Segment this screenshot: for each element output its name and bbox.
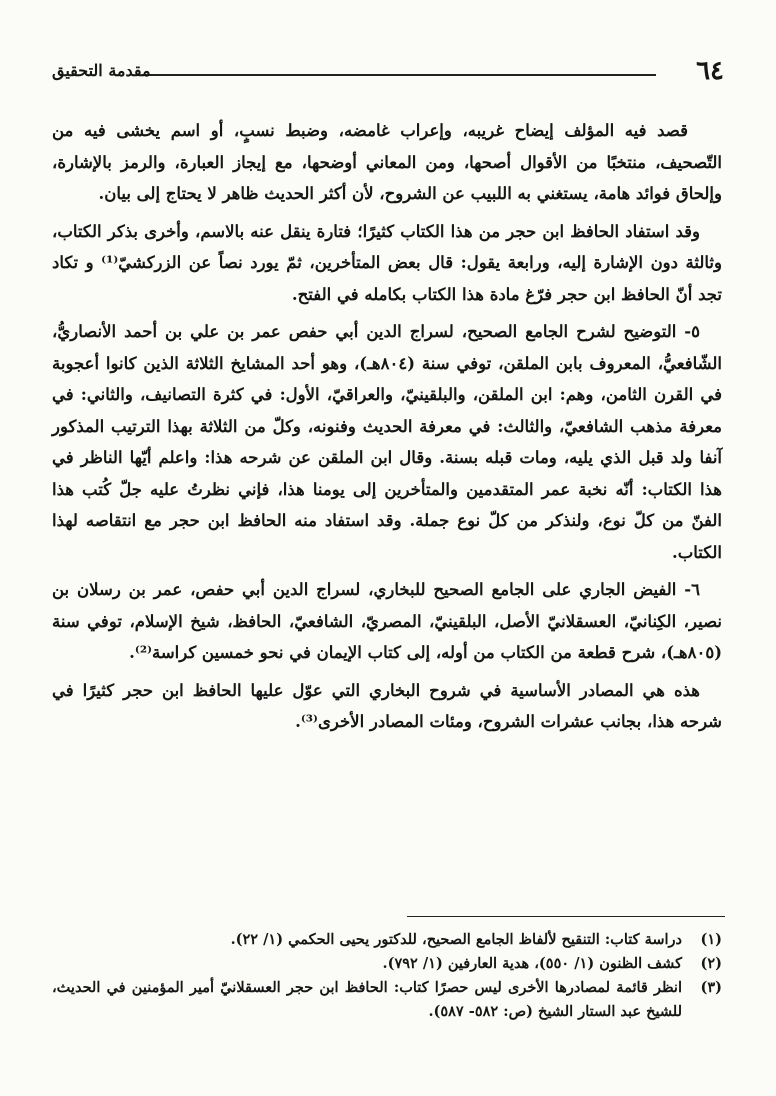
paragraph: هذه هي المصادر الأساسية في شروح البخاري التي عوّل عليها الحافظ ابن حجر كثيرًا في شرحه هذا، بجانب عشرات الشروح، ومئات المصادر الأخرى⁽³⁾. [52, 680, 722, 731]
footnote-number: (٢) [700, 955, 722, 972]
paragraph: ٦- الفيض الجاري على الجامع الصحيح للبخاري، لسراج الدين أبي حفص، عمر بن رسلان بن نصير، الكِنانيّ، العسقلانيّ الأصل، البلقينيّ، المصريّ، الشافعيّ، الحافظ، شيخ الإسلام، توفي سنة (٨٠٥هـ)، شرح قطعة من الكتاب من أوله، إلى كتاب الإيمان في نحو خمسين كراسة⁽²⁾. [52, 580, 722, 662]
footnote-number: (١) [700, 931, 722, 948]
footnote-rule [407, 916, 725, 917]
running-title: مقدمة التحقيق [52, 61, 151, 80]
footnote-text: دراسة كتاب: التنقيح لألفاظ الجامع الصحيح، للدكتور يحيى الحكمي (١/ ٢٢). [230, 931, 682, 948]
page-header [50, 56, 726, 86]
main-text [52, 115, 722, 744]
footnote-text: كشف الظنون (١/ ٥٥٠)، هدية العارفين (١/ ٧٩٢). [382, 955, 682, 972]
paragraph: ٥- التوضيح لشرح الجامع الصحيح، لسراج الدين أبي حفص عمر بن علي بن أحمد الأنصاريُّ، الشّافعيُّ، المعروف بابن الملقن، توفي سنة (٨٠٤هـ)، وهو أحد المشايخ الثلاثة الذين كانوا أعجوبة في القرن الثامن، وهم: ابن الملقن، والبلقينيّ، والعراقيّ، الأول: في كثرة التصانيف، والثاني: في معرفة مذهب الشافعيّ، والثالث: في معرفة الحديث وفنونه، وكلّ من الثلاثة بهذا الترتيب المذكور آنفا ولد قبل الذي يليه، ومات قبله بسنة. وقال ابن الملقن عن شرحه هذا: واعلم أيّها الناظر في هذا الكتاب: أنّه نخبة عمر المتقدمين والمتأخرين إلى يومنا هذا، فإني نظرتُ عليه جلّ كُتب هذا الفنّ من كلّ نوع، ولنذكر من كلّ نوع جملة. وقد استفاد منه الحافظ ابن حجر مع انتقاصه لهذا الكتاب. [52, 322, 722, 562]
footnote-text: انظر قائمة لمصادرها الأخرى ليس حصرًا كتاب: الحافظ ابن حجر العسقلانيّ أمير المؤمنين في الحديث، للشيخ عبد الستار الشيخ (ص: ٥٨٢- ٥٨٧). [52, 979, 682, 1020]
footnote [52, 928, 722, 952]
footnote [52, 952, 722, 976]
paragraph: قصد فيه المؤلف إيضاح غريبه، وإعراب غامضه، وضبط نسبٍ، أو اسم يخشى فيه من التّصحيف، منتخبًا من الأقوال أصحها، ومن المعاني أوضحها، مع إيجاز العبارة، والرمز بالإشارة، وإلحاق فوائد هامة، يستغني به اللبيب عن الشروح، لأن أكثر الحديث ظاهر لا يحتاج إلى بيان. [52, 121, 722, 203]
footnotes [52, 928, 722, 1024]
header-rule [142, 74, 656, 76]
page-number: ٦٤ [696, 56, 724, 86]
footnote [52, 976, 722, 1024]
paragraph: وقد استفاد الحافظ ابن حجر من هذا الكتاب كثيرًا؛ فتارة ينقل عنه بالاسم، وأخرى بذكر الكتاب، وثالثة دون الإشارة إليه، ورابعة يقول: قال بعض المتأخرين، ثمّ يورد نصاً عن الزركشيّ⁽¹⁾ و تكاد تجد أنّ الحافظ ابن حجر فرّغ مادة هذا الكتاب بكامله في الفتح. [52, 221, 722, 304]
footnote-number: (٣) [700, 979, 722, 996]
